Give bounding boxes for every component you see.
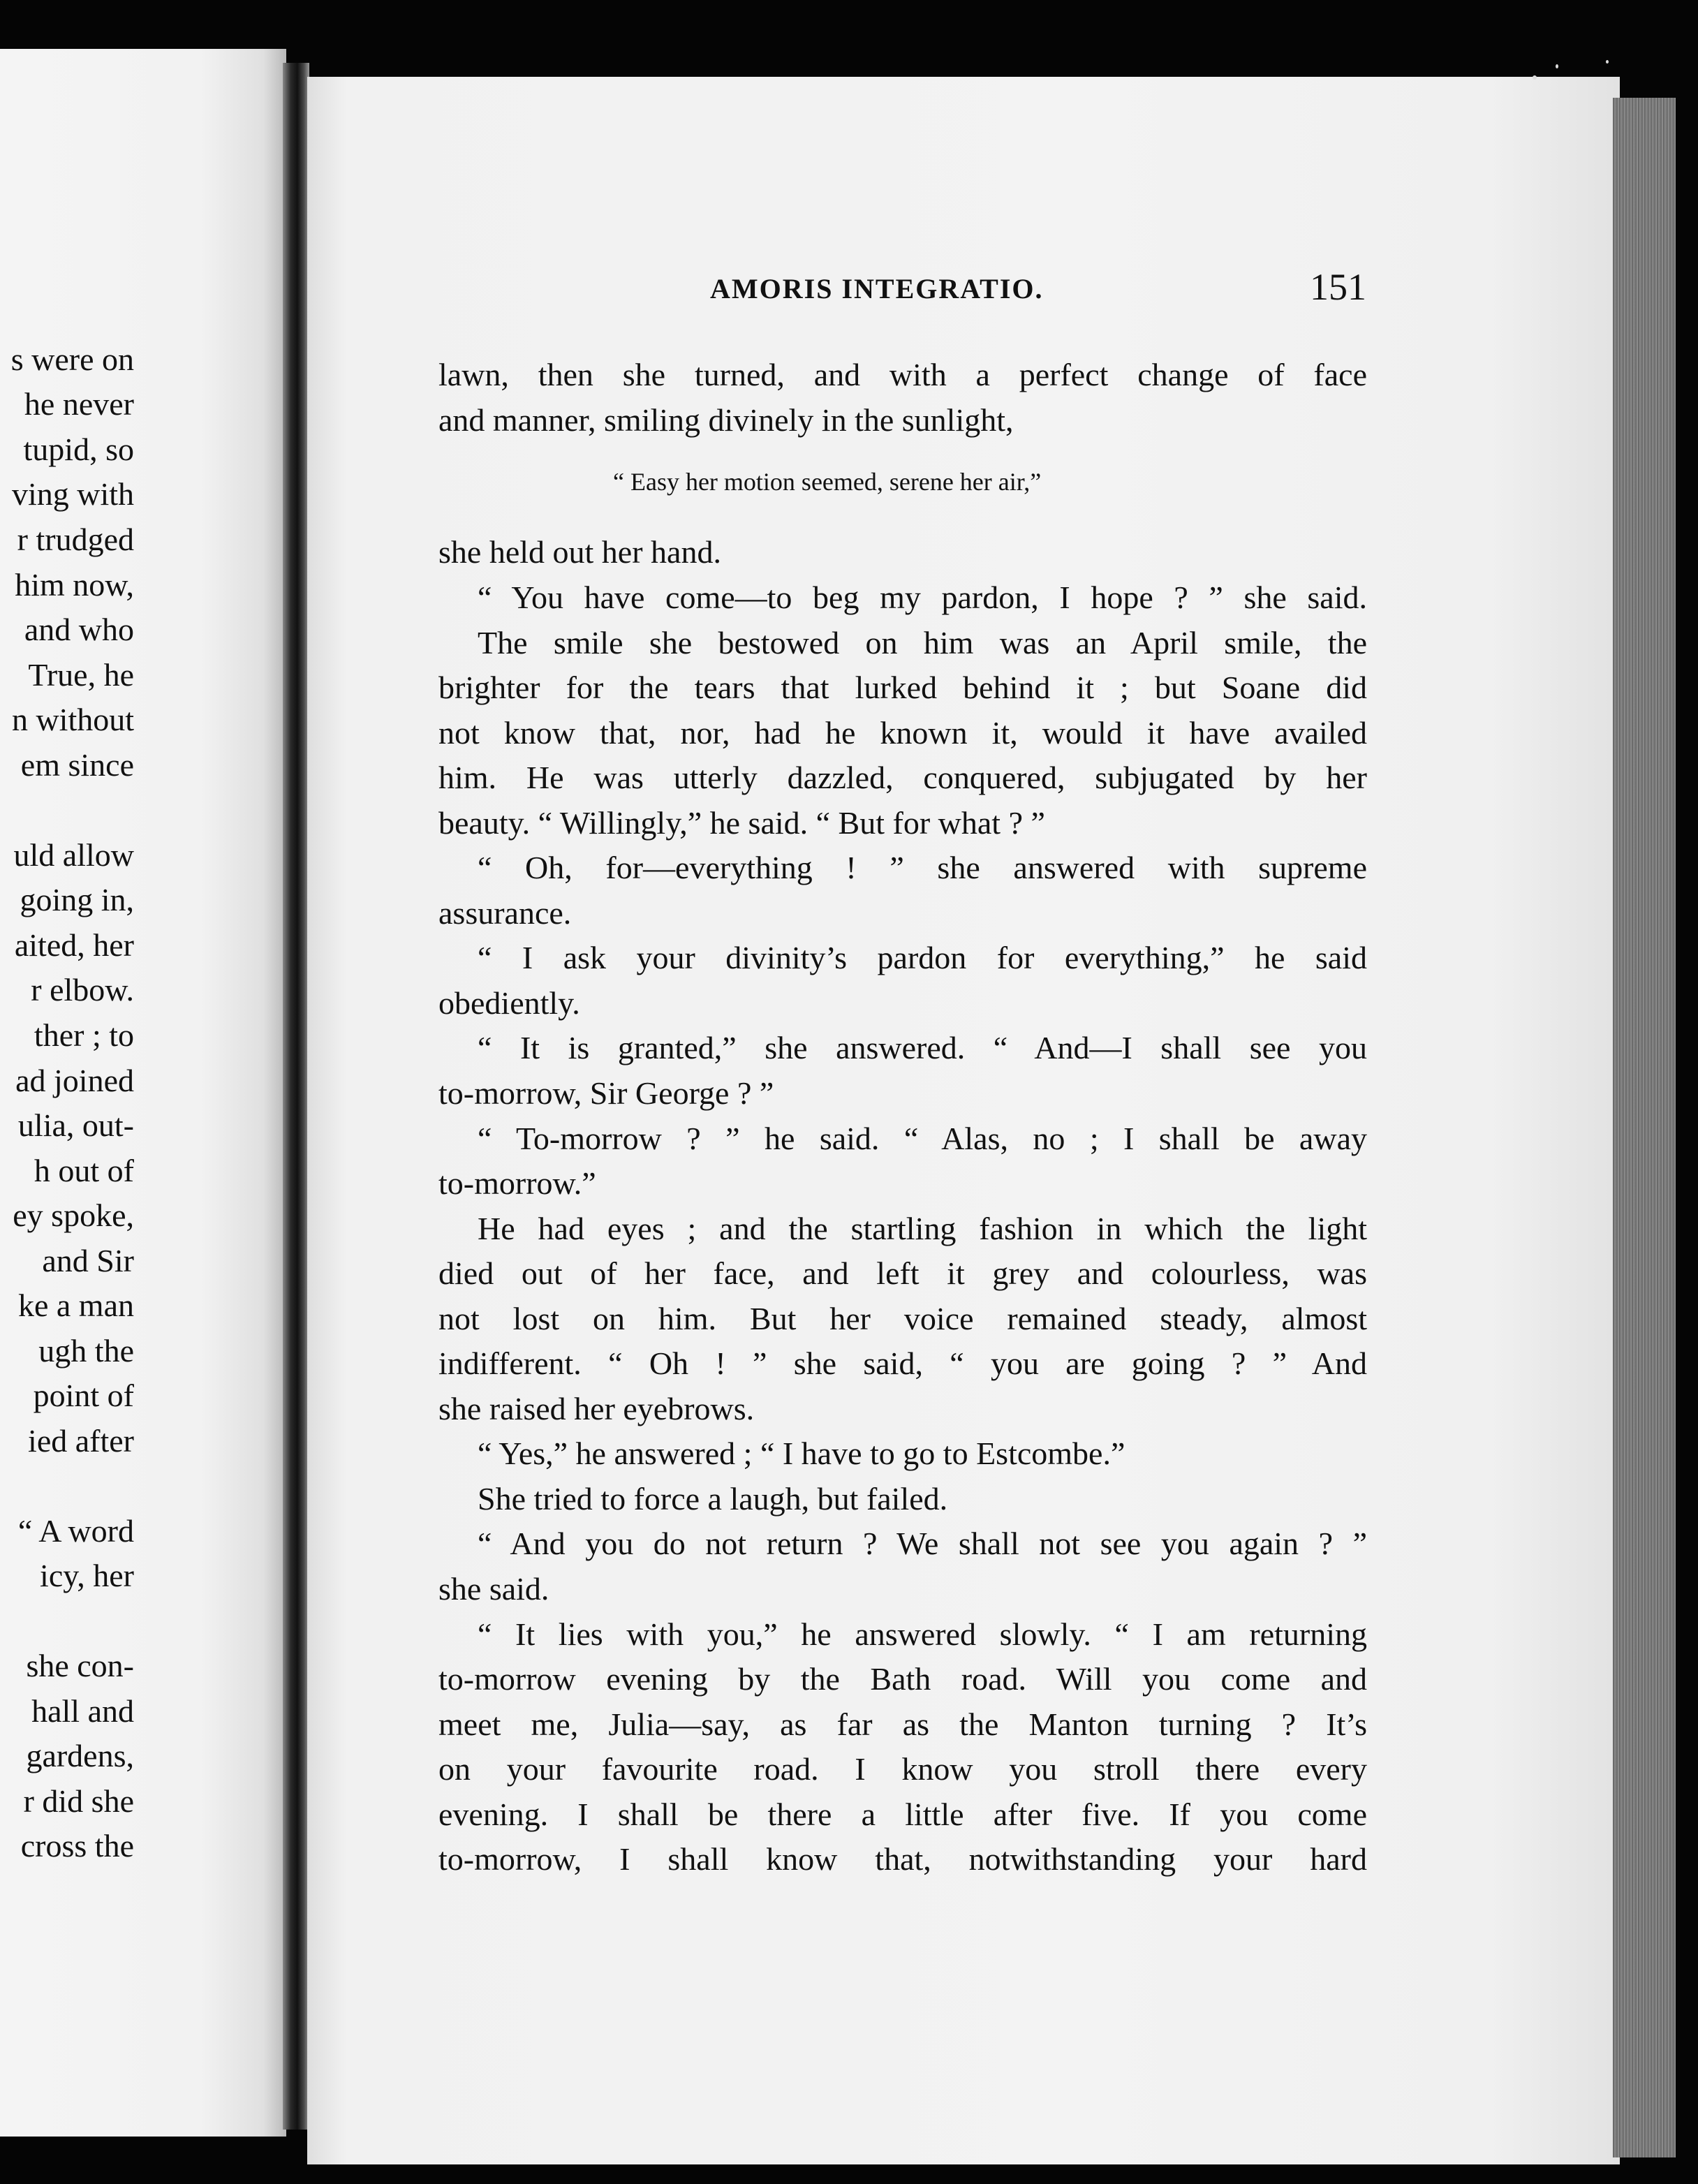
facing-page-line: r elbow. [31, 972, 134, 1008]
facing-page-line: ey spoke, [13, 1197, 134, 1233]
text-line: “ It is granted,” she answered. “ And—I shall see you [478, 1030, 1367, 1065]
facing-page-line: em since [20, 747, 134, 783]
text-line: not lost on him. But her voice remained steady, almost [438, 1301, 1367, 1336]
facing-page-line: ulia, out- [17, 1107, 134, 1143]
text-line: not know that, nor, had he known it, would it have availed [438, 715, 1367, 751]
text-line: “ Yes,” he answered ; “ I have to go to Estcombe.” [478, 1436, 1125, 1471]
text-line: died out of her face, and left it grey and colourless, was [438, 1255, 1367, 1291]
facing-page-line: “ A word [17, 1513, 134, 1549]
facing-page-line: and who [24, 612, 134, 647]
text-line: “ You have come—to beg my pardon, I hope ? ” she said. [478, 580, 1367, 615]
facing-page-line: r did she [23, 1783, 134, 1819]
scan-speck [1533, 75, 1537, 80]
facing-page-line: h out of [34, 1153, 134, 1188]
facing-page-line: ther ; to [34, 1017, 134, 1053]
text-line: she held out her hand. [438, 534, 721, 570]
scan-speck [1556, 64, 1558, 68]
facing-page-left [0, 49, 286, 2137]
text-line: she raised her eyebrows. [438, 1391, 755, 1426]
facing-page-line: aited, her [14, 927, 134, 963]
text-line: indifferent. “ Oh ! ” she said, “ you are going ? ” And [438, 1345, 1367, 1381]
facing-page-line: cross the [20, 1828, 134, 1864]
text-line: on your favourite road. I know you stroll there every [438, 1751, 1367, 1787]
facing-page-line: and Sir [42, 1243, 134, 1278]
text-line: beauty. “ Willingly,” he said. “ But for what ? ” [438, 805, 1045, 841]
text-line: to-morrow, I shall know that, notwithstanding your hard [438, 1841, 1367, 1877]
text-line: “ Oh, for—everything ! ” she answered with supreme [478, 850, 1367, 885]
facing-page-line: ad joined [15, 1063, 134, 1098]
text-line: she said. [438, 1571, 549, 1607]
text-line: and manner, smiling divinely in the sunlight, [438, 402, 1014, 438]
facing-page-line: n without [11, 702, 134, 737]
verse-quotation: “ Easy her motion seemed, serene her air,” [613, 468, 1042, 496]
running-title: AMORIS INTEGRATIO. [710, 273, 1044, 304]
facing-page-line: ied after [28, 1423, 134, 1459]
facing-page-line: r trudged [17, 522, 134, 557]
facing-page-line: icy, her [40, 1558, 134, 1593]
text-line: brighter for the tears that lurked behind it ; but Soane did [438, 670, 1367, 705]
page-fore-edge [1613, 98, 1676, 2157]
facing-page-line: s were on [10, 341, 134, 377]
facing-page-line: True, he [28, 657, 134, 693]
facing-page-line: hall and [31, 1693, 134, 1729]
text-line: “ It lies with you,” he answered slowly. “ I am returning [478, 1616, 1367, 1652]
facing-page-line: she con- [26, 1648, 134, 1683]
text-line: him. He was utterly dazzled, conquered, subjugated by her [438, 760, 1367, 795]
text-line: The smile she bestowed on him was an April smile, the [478, 625, 1367, 661]
facing-page-line: he never [24, 386, 134, 422]
page-number: 151 [1310, 266, 1366, 308]
text-line: “ And you do not return ? We shall not see you again ? ” [478, 1526, 1367, 1561]
facing-page-line: uld allow [13, 837, 134, 873]
running-head [710, 265, 1366, 307]
facing-page-line: ving with [11, 476, 134, 512]
text-line: to-morrow.” [438, 1165, 596, 1201]
text-line: obediently. [438, 985, 580, 1021]
facing-page-line: him now, [15, 567, 134, 603]
facing-page-line: point of [33, 1378, 134, 1413]
text-line: meet me, Julia—say, as far as the Manton turning ? It’s [438, 1706, 1367, 1742]
text-line: He had eyes ; and the startling fashion in which the light [478, 1211, 1367, 1246]
text-line: lawn, then she turned, and with a perfect change of face [438, 357, 1367, 392]
text-line: She tried to force a laugh, but failed. [478, 1481, 948, 1517]
facing-page-line: ke a man [17, 1287, 134, 1323]
text-line: assurance. [438, 895, 572, 931]
scan-speck [1606, 60, 1609, 64]
text-line: “ I ask your divinity’s pardon for everything,” he said [478, 940, 1367, 975]
book-gutter [283, 63, 309, 2130]
text-line: to-morrow evening by the Bath road. Will you come and [438, 1661, 1367, 1697]
facing-page-line: going in, [20, 882, 134, 917]
facing-page-line: ugh the [38, 1333, 134, 1368]
facing-page-line: tupid, so [23, 431, 134, 467]
facing-page-line: gardens, [26, 1738, 134, 1773]
text-line: “ To-morrow ? ” he said. “ Alas, no ; I shall be away [478, 1121, 1367, 1156]
text-line: to-morrow, Sir George ? ” [438, 1075, 774, 1111]
text-line: evening. I shall be there a little after five. If you come [438, 1796, 1367, 1832]
